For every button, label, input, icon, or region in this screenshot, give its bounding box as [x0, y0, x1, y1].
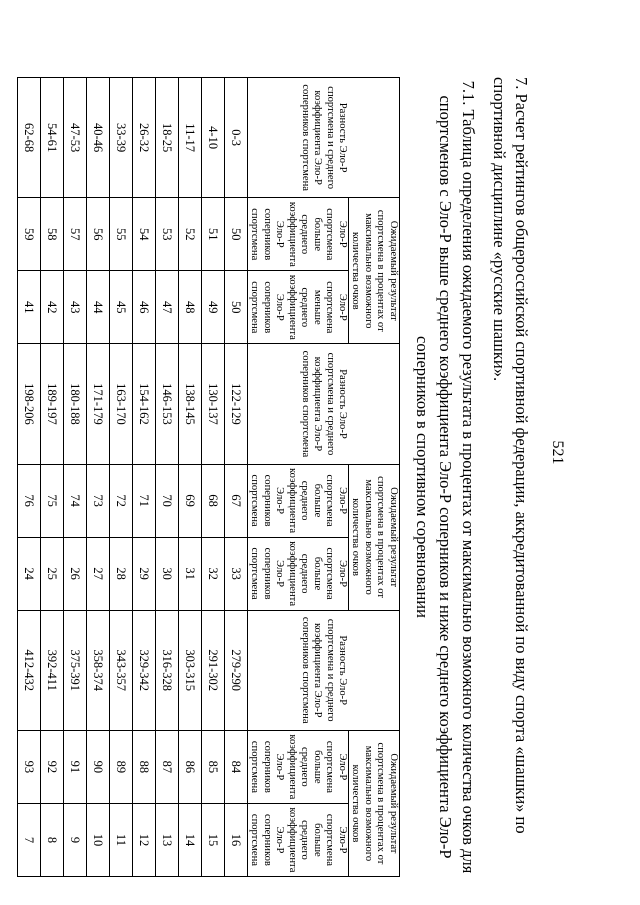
- table-row: [18, 78, 41, 877]
- table-cell: 93: [18, 730, 41, 803]
- table-cell: 86: [179, 730, 202, 803]
- table-cell: 4-10: [202, 78, 225, 198]
- table-cell: 329-342: [133, 610, 156, 730]
- table-cell: 62-68: [18, 78, 41, 198]
- table-cell: 45: [110, 271, 133, 344]
- table-cell: 33: [225, 537, 248, 610]
- table-cell: 11: [110, 803, 133, 876]
- table-cell: 25: [41, 537, 64, 610]
- table-cell: 33-39: [110, 78, 133, 198]
- table-cell: 53: [156, 198, 179, 271]
- table-cell: 13: [156, 803, 179, 876]
- table-cell: 279-290: [225, 610, 248, 730]
- table-row: [64, 78, 87, 877]
- diff-header: Разность Эло-Р спортсмена и среднего коэффициента Эло-Р соперников спортсмена: [248, 78, 400, 198]
- diff-header: Разность Эло-Р спортсмена и среднего коэффициента Эло-Р соперников спортсмена: [248, 344, 400, 464]
- table-cell: 16: [225, 803, 248, 876]
- table-cell: 50: [225, 271, 248, 344]
- table-row: [110, 78, 133, 877]
- table-cell: 68: [202, 464, 225, 537]
- table-row: [202, 78, 225, 877]
- table-cell: 49: [202, 271, 225, 344]
- table-cell: 46: [133, 271, 156, 344]
- table-cell: 291-302: [202, 610, 225, 730]
- table-cell: 44: [87, 271, 110, 344]
- page-number: 521: [549, 440, 566, 465]
- table-cell: 42: [41, 271, 64, 344]
- table-cell: 75: [41, 464, 64, 537]
- table-cell: 0-3: [225, 78, 248, 198]
- higher-header: Эло-Р спортсмена больше среднего коэффициента Эло-Р соперников спортсмена: [248, 537, 349, 610]
- table-cell: 14: [179, 803, 202, 876]
- table-cell: 69: [179, 464, 202, 537]
- table-cell: 84: [225, 730, 248, 803]
- table-cell: 12: [133, 803, 156, 876]
- table-cell: 32: [202, 537, 225, 610]
- table-cell: 10: [87, 803, 110, 876]
- table-cell: 47-53: [64, 78, 87, 198]
- table-cell: 358-374: [87, 610, 110, 730]
- table-cell: 18-25: [156, 78, 179, 198]
- table-cell: 85: [202, 730, 225, 803]
- table-cell: 72: [110, 464, 133, 537]
- table-cell: 180-188: [64, 344, 87, 464]
- expected-header: Ожидаемый результат спортсмена в процентах от максимально возможного количества очков: [349, 198, 400, 344]
- table-cell: 146-153: [156, 344, 179, 464]
- table-cell: 7: [18, 803, 41, 876]
- table-cell: 89: [110, 730, 133, 803]
- table-cell: 47: [156, 271, 179, 344]
- table-cell: 50: [225, 198, 248, 271]
- table-cell: 26-32: [133, 78, 156, 198]
- table-cell: 27: [87, 537, 110, 610]
- table-cell: 198-206: [18, 344, 41, 464]
- table-cell: 57: [64, 198, 87, 271]
- table-cell: 91: [64, 730, 87, 803]
- table-cell: 343-357: [110, 610, 133, 730]
- table-cell: 9: [64, 803, 87, 876]
- table-cell: 26: [64, 537, 87, 610]
- diff-header: Разность Эло-Р спортсмена и среднего коэффициента Эло-Р соперников спортсмена: [248, 610, 400, 730]
- table-cell: 41: [18, 271, 41, 344]
- table-cell: 90: [87, 730, 110, 803]
- table-cell: 163-170: [110, 344, 133, 464]
- table-cell: 303-315: [179, 610, 202, 730]
- table-cell: 88: [133, 730, 156, 803]
- table-cell: 52: [179, 198, 202, 271]
- table-row: [156, 78, 179, 877]
- table-row: [179, 78, 202, 877]
- table-cell: 59: [18, 198, 41, 271]
- table-cell: 56: [87, 198, 110, 271]
- table-cell: 71: [133, 464, 156, 537]
- table-cell: 31: [179, 537, 202, 610]
- table-cell: 171-179: [87, 344, 110, 464]
- table-cell: 58: [41, 198, 64, 271]
- header-row-1: [349, 78, 400, 877]
- table-cell: 40-46: [87, 78, 110, 198]
- header-row-2: [248, 78, 349, 877]
- table-body: [18, 78, 248, 877]
- expected-header: Ожидаемый результат спортсмена в процентах от максимально возможного количества очков: [349, 464, 400, 610]
- table-cell: 392-411: [41, 610, 64, 730]
- table-cell: 67: [225, 464, 248, 537]
- higher-header: Эло-Р спортсмена больше среднего коэффициента Эло-Р соперников спортсмена: [248, 730, 349, 803]
- table-cell: 130-137: [202, 344, 225, 464]
- table-row: [225, 78, 248, 877]
- table-cell: 138-145: [179, 344, 202, 464]
- table-cell: 412-432: [18, 610, 41, 730]
- table-title: 7.1. Таблица определения ожидаемого результата в процентах от максимально возможного количества очков для спортсменов с Эло-Р выше среднего коэффициента Эло-Р соперников и ниже среднего коэффициента Эло-Р соперников в спортивном соревновании: [413, 80, 478, 874]
- table-cell: 55: [110, 198, 133, 271]
- table-cell: 54: [133, 198, 156, 271]
- table-cell: 51: [202, 198, 225, 271]
- table-cell: 73: [87, 464, 110, 537]
- table-cell: 29: [133, 537, 156, 610]
- table-row: [41, 78, 64, 877]
- table-cell: 74: [64, 464, 87, 537]
- table-cell: 316-328: [156, 610, 179, 730]
- table-cell: 8: [41, 803, 64, 876]
- table-cell: 11-17: [179, 78, 202, 198]
- table-cell: 28: [110, 537, 133, 610]
- elo-table: [17, 77, 400, 877]
- lower-header: Эло-Р спортсмена меньше среднего коэффициента Эло-Р соперников спортсмена: [248, 271, 349, 344]
- higher-header: Эло-Р спортсмена больше среднего коэффициента Эло-Р соперников спортсмена: [248, 803, 349, 876]
- table-cell: 189-197: [41, 344, 64, 464]
- table-cell: 154-162: [133, 344, 156, 464]
- table-cell: 122-129: [225, 344, 248, 464]
- table-row: [87, 78, 110, 877]
- table-cell: 70: [156, 464, 179, 537]
- table-cell: 15: [202, 803, 225, 876]
- higher-header: Эло-Р спортсмена больше среднего коэффициента Эло-Р соперников спортсмена: [248, 464, 349, 537]
- higher-header: Эло-Р спортсмена больше среднего коэффициента Эло-Р соперников спортсмена: [248, 198, 349, 271]
- table-cell: 54-61: [41, 78, 64, 198]
- table-cell: 30: [156, 537, 179, 610]
- table-cell: 76: [18, 464, 41, 537]
- table-cell: 48: [179, 271, 202, 344]
- table-cell: 43: [64, 271, 87, 344]
- table-cell: 375-391: [64, 610, 87, 730]
- section-heading: 7. Расчет рейтингов общероссийской спортивной федерации, аккредитованной по виду спорта «шашки» по спортивной дисциплине «русские шашки».: [490, 77, 531, 834]
- table-cell: 24: [18, 537, 41, 610]
- table-row: [133, 78, 156, 877]
- table-cell: 87: [156, 730, 179, 803]
- expected-header: Ожидаемый результат спортсмена в процентах от максимально возможного количества очков: [349, 730, 400, 876]
- table-cell: 92: [41, 730, 64, 803]
